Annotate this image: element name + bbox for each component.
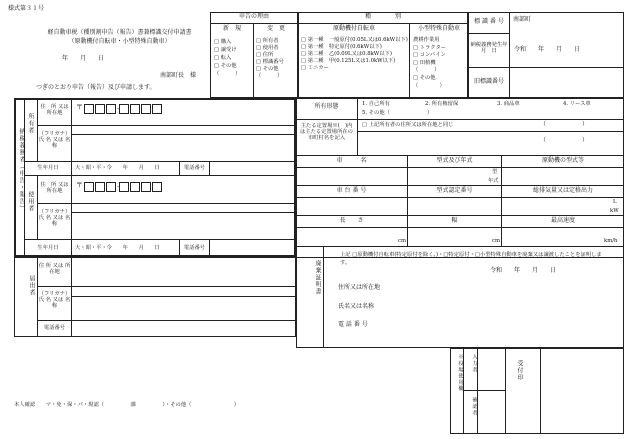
owner-furigana-line (72, 134, 296, 135)
car-name-label: 車 名 (296, 156, 408, 168)
type-motor-minicar[interactable]: □ ミニカー (301, 65, 329, 71)
type-motor-2b[interactable]: □ 第二種 乙(0.09L又は0.8kW以下) (301, 51, 392, 57)
user-furigana-line (72, 212, 296, 213)
submitter-phone-label: 電話番号 (38, 321, 72, 337)
model-cert-field[interactable] (408, 198, 502, 216)
reason-change-user[interactable]: □ 使用者 (256, 45, 279, 51)
submitter-name-field[interactable] (72, 287, 296, 321)
owner-phone-label: 電話番号 (180, 162, 210, 176)
form-number: 様式第３１号 (8, 5, 45, 12)
reason-new-label: 新 規 (222, 25, 241, 32)
frame-no-field[interactable] (296, 198, 408, 216)
user-name-label: （フリガナ）氏 名 又は 名 称 (38, 204, 72, 240)
displacement-unit-L: L (613, 199, 617, 205)
ownership-opt-2[interactable]: 2. 所有権留保 (425, 101, 459, 107)
width-unit: cm (492, 238, 500, 244)
submitter-address-field[interactable] (72, 257, 296, 287)
type-small-list (413, 37, 446, 90)
type-motor-list (301, 37, 409, 72)
type-motor-1a[interactable]: □ 第一種 一般原付(0.05L又は0.6kW以下) (301, 37, 408, 43)
reason-change-address[interactable]: □ 住所 (256, 52, 274, 58)
office-input-label: 入力者 (464, 348, 478, 391)
user-birth-value[interactable]: 大・昭・平・令 年 月 日 (72, 240, 180, 257)
abandon-addr-label: 住所又は所在地 (338, 284, 381, 291)
ownership-opt-5[interactable]: 5. その他（ ） (362, 110, 433, 116)
mayor-line: 南部町長 様 (160, 72, 197, 79)
owner-postal-boxes[interactable]: - (84, 104, 163, 114)
model-cert-label: 型式認定番号 (408, 186, 502, 198)
ownership-opt-4[interactable]: 4. リース車 (563, 101, 591, 107)
submitter-phone-field[interactable] (72, 321, 296, 337)
displacement-label: 総排気量又は定格出力 (502, 186, 624, 198)
user-birth-label: 生年月日 (25, 240, 72, 257)
storage-mid-line (358, 131, 624, 132)
type-small-agri: 農耕作業用 (413, 37, 440, 43)
taxpayer-side-label: 納税義務者（申告・報告） (14, 98, 25, 257)
type-small-other-paren: （ ） (413, 82, 445, 89)
abandon-text[interactable]: 上記 □原動機付自転車(特定原付を除く。)・□特定原付・□小型特殊自動車を廃棄又は譲渡したことを証明します。 (340, 252, 602, 266)
office-receipt-label: 受付印 (516, 360, 523, 381)
reason-new-other[interactable]: □ その他 (214, 63, 237, 69)
width-field[interactable] (408, 228, 502, 246)
submitter-address-label: 住 所 又は 所在地 (38, 257, 72, 287)
type-motor-1b[interactable]: □ 第一種 特定原付(0.6kW以下) (301, 44, 382, 50)
user-side-label: 使用者 (26, 191, 34, 212)
submitter-name-label: （フリガナ）氏 名 又は 名 称 (38, 287, 72, 321)
ownership-label: 所有形態 (296, 98, 358, 120)
model-unit-type: 型 (492, 169, 498, 175)
user-postal-boxes[interactable]: - (84, 182, 163, 192)
reason-new-other-paren: （ ） (214, 71, 241, 77)
displacement-unit-kW: kW (610, 208, 619, 214)
declaration-text: つぎのとおり申告（報告）及び申請します。 (36, 84, 156, 91)
reason-new-list (214, 38, 241, 78)
reason-new-purchase[interactable]: □ 購入 (214, 39, 232, 45)
type-small-planter[interactable]: □ 田植機 (413, 59, 436, 66)
office-mark: ※役場使用欄 (450, 348, 464, 434)
abandon-name-label: 氏名又は名称 (338, 303, 375, 310)
owner-phone-field[interactable] (210, 162, 296, 176)
office-input-field[interactable] (478, 348, 506, 391)
frame-no-label: 車 台 番 号 (296, 186, 408, 198)
plate-label: 標 識 番 号 (474, 18, 504, 25)
owner-postal-prefix: 〒 (76, 103, 83, 111)
type-small-label: 小型特殊自動車 (417, 25, 460, 32)
max-speed-unit: km/h (604, 238, 618, 244)
type-small-paren: （ ） (413, 67, 440, 74)
length-label: 長 さ (296, 216, 408, 228)
user-name-field[interactable] (72, 204, 296, 240)
revoke-label: 旧標識番号 (473, 78, 504, 85)
owner-side-label: 所有者 (26, 113, 34, 134)
ownership-opt-1[interactable]: 1. 自己所有 (362, 101, 390, 107)
form-title-line-2: （原動機付自転車・小型特殊自動車） (68, 38, 171, 45)
tax-date-label: 納税義務発生年 月 日 (470, 42, 513, 55)
owner-address-label: 住 所 又は 所在地 (38, 98, 72, 126)
length-field[interactable] (296, 228, 408, 246)
owner-name-field[interactable] (72, 126, 296, 162)
user-phone-label: 電話番号 (180, 240, 210, 257)
car-name-field[interactable] (296, 168, 408, 186)
office-check-field[interactable] (478, 391, 506, 434)
type-motor-2a[interactable]: □ 第二種 甲(0.125L又は1.0kW以下) (301, 58, 396, 64)
type-header: 種 別 (298, 12, 468, 24)
tax-date-value[interactable]: 令和 年 月 日 (514, 46, 581, 53)
storage-paren-1: （ ） (540, 121, 589, 128)
submitter-side-label: 届出者 (14, 257, 38, 337)
user-postal-prefix: 〒 (76, 181, 83, 189)
reason-new-move-in[interactable]: □ 転入 (214, 55, 232, 61)
reason-change-other[interactable]: □ その他 (256, 66, 279, 72)
max-speed-label: 最高速度 (502, 216, 624, 228)
reason-change-list (256, 38, 284, 80)
storage-same-as-owner[interactable]: □ 上記所有者の住所又は所在地と同じ (362, 122, 454, 128)
model-year-label: 型式及び年式 (408, 156, 502, 168)
form-title-line-1: 軽自動車税（種別割申告（報告）書兼標識交付申請書 (47, 29, 192, 36)
ownership-opt-3[interactable]: 3. 商品車 (497, 101, 520, 107)
owner-birth-value[interactable]: 大・昭・平・令 年 月 日 (72, 162, 180, 176)
abandon-side-label: 廃棄証明書 (296, 246, 324, 348)
reason-change-plate[interactable]: □ 標識番号 (256, 59, 284, 65)
type-small-combine[interactable]: □ コンバイン (413, 52, 446, 59)
abandon-date[interactable]: 令和 年 月 日 (490, 267, 557, 274)
user-address-label: 住 所 又は 所在地 (38, 176, 72, 204)
type-small-other[interactable]: □ その他 (413, 74, 436, 81)
reason-change-owner[interactable]: □ 所有者 (256, 38, 279, 44)
reason-change-other-paren: （ ） (256, 73, 283, 79)
type-motor-label: 原動機付自転車 (332, 25, 375, 32)
office-check-label: 確認者 (464, 391, 478, 434)
user-phone-field[interactable] (210, 240, 296, 257)
displacement-field[interactable] (502, 198, 624, 216)
date-line: 年 月 日 (62, 55, 105, 62)
width-label: 幅 (408, 216, 502, 228)
abandon-phone-label: 電 話 番 号 (338, 321, 368, 328)
owner-name-label: （フリガナ）氏 名 又は 名 称 (38, 126, 72, 162)
storage-label: 主たる定置場※( )内は主たる定置場所在の市町村名を記入 (296, 120, 358, 156)
plate-town: 南部町 (513, 16, 532, 23)
engine-type-label: 原動機の型式等 (502, 156, 624, 168)
id-check-line[interactable]: 本人確認 マ・免・保・パ・現認（ 課 ）・その他（ ） (14, 402, 240, 408)
reason-new-transfer[interactable]: □ 譲受け (214, 47, 237, 53)
length-unit: cm (398, 238, 406, 244)
reason-header: 申告の理由 (210, 12, 298, 24)
type-small-tractor[interactable]: □ トラクター (413, 44, 447, 51)
engine-type-field[interactable] (502, 168, 624, 186)
submitter-furigana-line (72, 296, 296, 297)
owner-birth-label: 生年月日 (25, 162, 72, 176)
reason-change-label: 変 更 (266, 25, 285, 32)
storage-paren-2: （ ） (540, 137, 589, 144)
model-unit-year: 年式 (488, 178, 499, 184)
office-receipt-field[interactable] (540, 348, 624, 434)
